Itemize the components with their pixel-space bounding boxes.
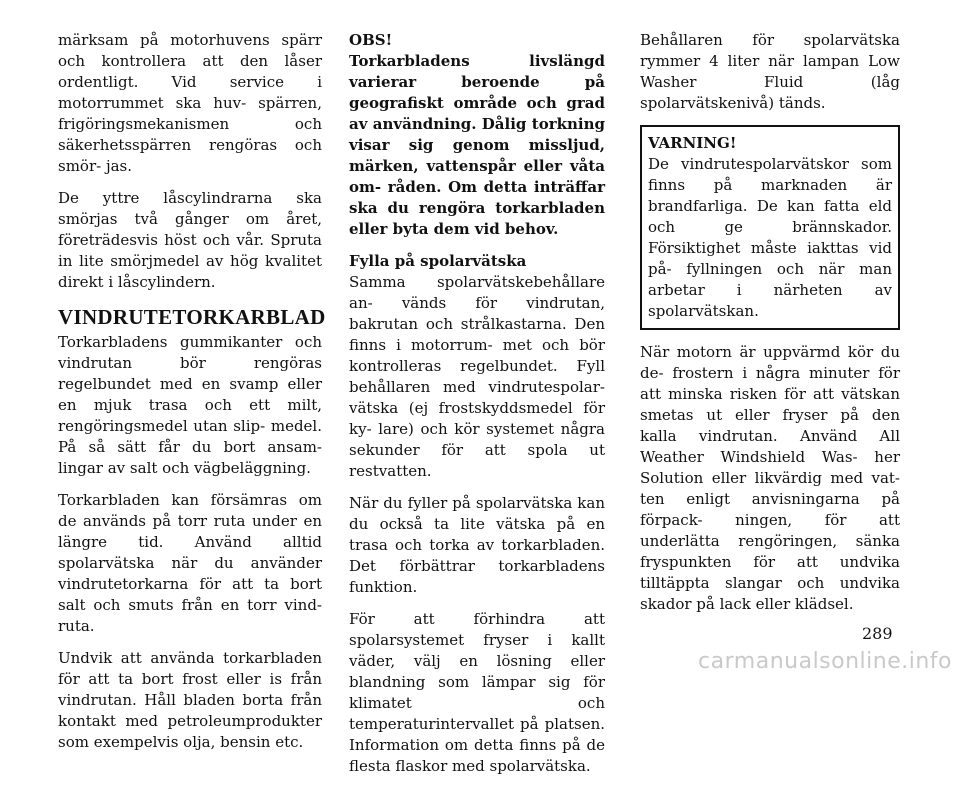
note-title: OBS! bbox=[349, 31, 393, 49]
warning-title: VARNING! bbox=[648, 134, 737, 152]
warning-text: De vindrutespolarvätskor som finns på marknaden är brandfarliga. De kan fatta eld och ge brännskador. Försiktighet måste iakttas vid på- fyllningen och när man arbetar i närheten av spolarvätskan. bbox=[648, 155, 892, 320]
paragraph-dry-glass: Torkarbladen kan försämras om de används på torr ruta under en längre tid. Använd alltid spolarvätska när du använder vindrutetorkarna för att ta bort salt och smuts från en torr vind- ruta. bbox=[58, 491, 322, 635]
paragraph-reservoir: Samma spolarvätskebehållare an- vänds för vindrutan, bakrutan och strålkastarna. Den finns i motorrum- met och bör kontrolleras regelbundet. Fyll behållaren med vindrutespolar- vätska (ej frostskyddsmedel för ky- lare) och kör systemet några sekunder för att spola ut restvatten. bbox=[349, 273, 605, 480]
column-2 bbox=[349, 30, 605, 788]
paragraph-freeze-prevention: För att förhindra att spolarsystemet fryser i kallt väder, välj en lösning eller blandning som lämpar sig för klimatet och temperaturintervallet på platsen. Information om detta finns på de flesta flaskor med spolarvätska. bbox=[349, 610, 605, 775]
warning-box bbox=[640, 125, 900, 330]
paragraph-hood-latch: märksam på motorhuvens spärr och kontrollera att den låser ordentligt. Vid service i motorrummet ska huv- spärren, frigöringsmekanismen och säkerhetsspärren rengöras och smör- jas. bbox=[58, 31, 322, 175]
subheading-washer-fluid: Fylla på spolarvätska bbox=[349, 252, 527, 270]
column-3 bbox=[640, 30, 900, 626]
section-heading-wiper-blades: VINDRUTETORKARBLAD bbox=[58, 305, 326, 329]
paragraph-reservoir-capacity: Behållaren för spolarvätska rymmer 4 liter när lampan Low Washer Fluid (låg spolarvätskenivå) tänds. bbox=[640, 31, 900, 112]
watermark: carmanualsonline.info bbox=[698, 649, 952, 674]
column-1 bbox=[58, 30, 326, 764]
paragraph-frost-ice: Undvik att använda torkarbladen för att ta bort frost eller is från vindrutan. Håll bladen borta från kontakt med petroleumprodukter som exempelvis olja, bensin etc. bbox=[58, 649, 322, 751]
paragraph-defroster: När motorn är uppvärmd kör du de- frostern i några minuter för att minska risken för att vätskan smetas ut eller fryser på den kalla vindrutan. Använd All Weather Windshield Was- her Solution eller likvärdig med vat- ten enligt anvisningarna på förpack- ningen, för att underlätta rengöringen, sänka fryspunkten för att undvika tilltäppta slangar och undvika skador på lack eller klädsel. bbox=[640, 343, 900, 613]
paragraph-wiper-cleaning: Torkarbladens gummikanter och vindrutan bör rengöras regelbundet med en svamp eller en mjuk trasa och ett milt, rengöringsmedel utan slip- medel. På så sätt får du bort ansam- lingar av salt och vägbeläggning. bbox=[58, 333, 322, 477]
page-number: 289 bbox=[862, 624, 893, 643]
paragraph-lock-cylinders: De yttre låscylindrarna ska smörjas två gånger om året, företrädesvis höst och vår. Spruta in lite smörjmedel av hög kvalitet direkt i låscylindern. bbox=[58, 189, 322, 291]
paragraph-wipe-blades: När du fyller på spolarvätska kan du också ta lite vätska på en trasa och torka av torkarbladen. Det förbättrar torkarbladens funktion. bbox=[349, 494, 605, 596]
note-text: Torkarbladens livslängd varierar beroende på geografiskt område och grad av användning. Dålig torkning visar sig genom missljud, märken, vattenspår eller våta om- råden. Om detta inträffar ska du rengöra torkarbladen eller byta dem vid behov. bbox=[349, 52, 605, 238]
